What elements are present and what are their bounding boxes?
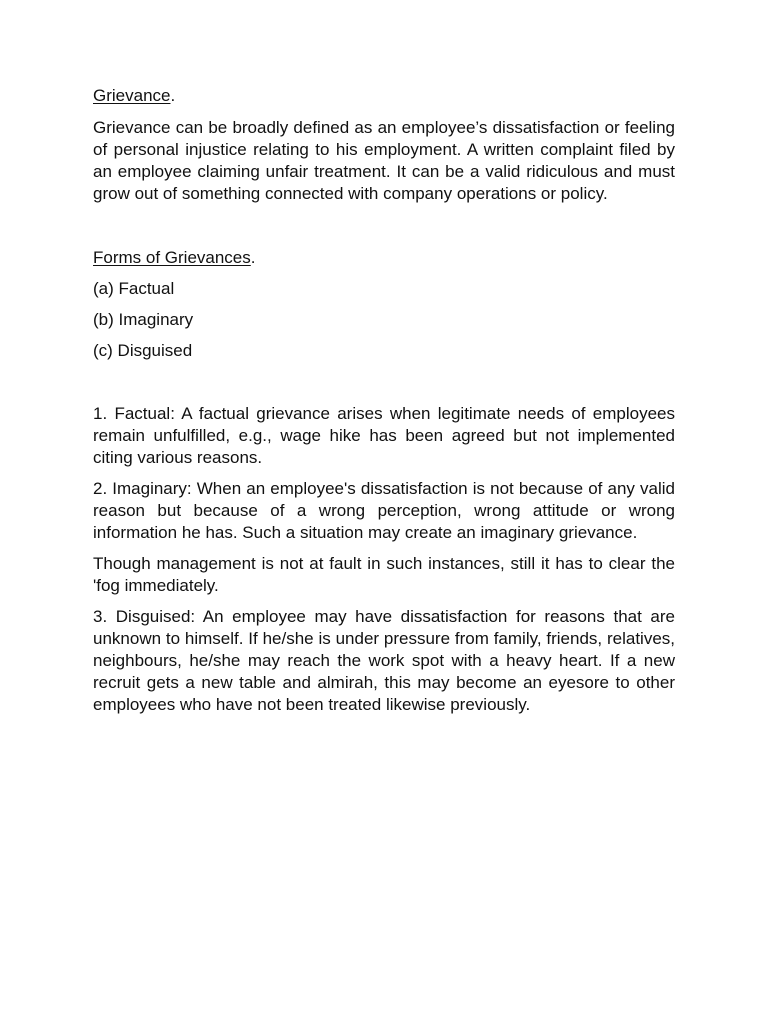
imaginary-explanation: 2. Imaginary: When an employee's dissatisfaction is not because of any valid reason but because of a wrong perception, wrong attitude or wrong information he has. Such a situation may create an imaginary grievance. <box>93 479 675 542</box>
factual-explanation: 1. Factual: A factual grievance arises when legitimate needs of employees remain unfulfilled, e.g., wage hike has been agreed but not implemented citing various reasons. <box>93 404 675 467</box>
grievance-definition: Grievance can be broadly defined as an employee’s dissatisfaction or feeling of personal injustice relating to his employment. A written complaint filed by an employee claiming unfair treatment. It can be a valid ridiculous and must grow out of something connected with company operations or policy. <box>93 118 675 203</box>
grievance-heading <box>93 85 675 107</box>
disguised-explanation: 3. Disguised: An employee may have dissatisfaction for reasons that are unknown to himself. If he/she is under pressure from family, friends, relatives, neighbours, he/she may reach the work spot with a heavy heart. If a new recruit gets a new table and almirah, this may become an eyesore to other employees who have not been treated likewise previously. <box>93 607 675 714</box>
form-item-imaginary: (b) Imaginary <box>93 310 194 329</box>
forms-heading <box>93 247 675 269</box>
form-item-disguised: (c) Disguised <box>93 341 193 360</box>
document-page <box>93 85 675 716</box>
form-item-factual: (a) Factual <box>93 279 175 298</box>
grievance-heading-period: . <box>170 86 176 105</box>
forms-heading-text: Forms of Grievances <box>93 248 251 267</box>
forms-heading-period: . <box>250 248 256 267</box>
grievance-heading-text: Grievance <box>93 86 171 105</box>
management-note: Though management is not at fault in such instances, still it has to clear the 'fog immediately. <box>93 554 675 595</box>
